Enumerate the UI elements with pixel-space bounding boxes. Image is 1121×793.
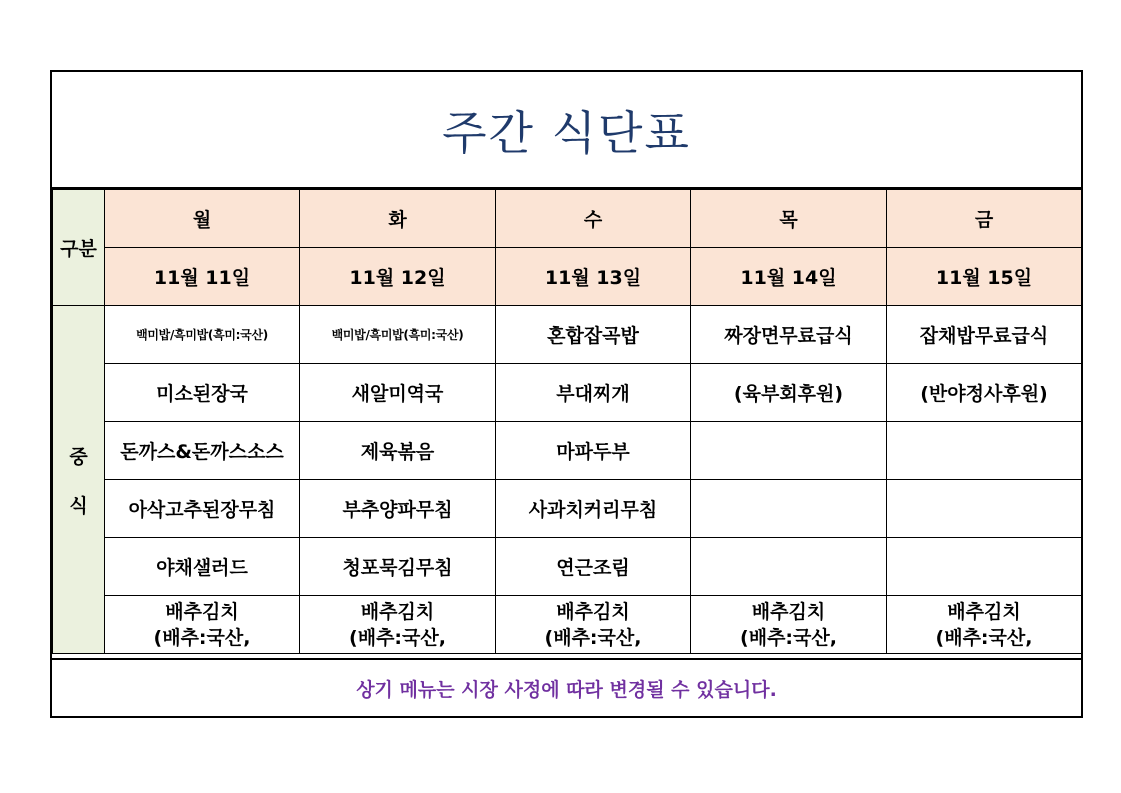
menu-cell: 청포묵김무침 (300, 538, 496, 596)
kimchi-origin: (배추:국산, (349, 626, 446, 649)
kimchi-line: 배추김치 (165, 600, 239, 623)
day-header: 수 (496, 190, 691, 248)
menu-cell: 새알미역국 (300, 364, 496, 422)
menu-cell: 마파두부 (496, 422, 691, 480)
date-header: 11월 13일 (496, 248, 691, 306)
menu-cell (887, 538, 1082, 596)
kimchi-cell (691, 596, 887, 654)
day-header: 화 (300, 190, 496, 248)
lunch-label-char: 중 (69, 445, 88, 468)
date-header-row (53, 248, 1082, 306)
title-row (52, 72, 1081, 189)
menu-row (53, 480, 1082, 538)
menu-row (53, 306, 1082, 364)
menu-cell (691, 480, 887, 538)
menu-cell (691, 422, 887, 480)
kimchi-cell (887, 596, 1082, 654)
menu-cell: 잡채밥무료급식 (887, 306, 1082, 364)
menu-cell (887, 480, 1082, 538)
category-label-cell (53, 190, 105, 306)
kimchi-origin: (배추:국산, (153, 626, 251, 649)
menu-cell (887, 422, 1082, 480)
menu-cell (691, 538, 887, 596)
day-header-row (53, 190, 1082, 248)
lunch-label-char: 식 (69, 494, 88, 517)
menu-row (53, 538, 1082, 596)
page-title: 주간 식단표 (442, 105, 691, 160)
kimchi-origin: (배추:국산, (740, 626, 837, 649)
date-header: 11월 14일 (691, 248, 887, 306)
footer-note: 상기 메뉴는 시장 사정에 따라 변경될 수 있습니다. (356, 678, 777, 701)
menu-cell: (반야정사후원) (887, 364, 1082, 422)
kimchi-row (53, 596, 1082, 654)
kimchi-cell (105, 596, 300, 654)
menu-cell: 백미밥/흑미밥(흑미:국산) (105, 306, 300, 364)
menu-cell: 부추양파무침 (300, 480, 496, 538)
menu-row (53, 422, 1082, 480)
menu-cell: (육부회후원) (691, 364, 887, 422)
menu-cell: 부대찌개 (496, 364, 691, 422)
kimchi-cell (300, 596, 496, 654)
menu-cell: 혼합잡곡밥 (496, 306, 691, 364)
date-header: 11월 12일 (300, 248, 496, 306)
lunch-label-cell (53, 306, 105, 654)
menu-table (52, 189, 1082, 654)
menu-cell: 미소된장국 (105, 364, 300, 422)
menu-cell: 제육볶음 (300, 422, 496, 480)
kimchi-line: 배추김치 (360, 600, 435, 623)
kimchi-origin: (배추:국산, (544, 626, 642, 649)
kimchi-origin: (배추:국산, (935, 626, 1033, 649)
menu-cell: 사과치커리무침 (496, 480, 691, 538)
menu-cell: 짜장면무료급식 (691, 306, 887, 364)
kimchi-line: 배추김치 (751, 600, 826, 623)
menu-cell: 백미밥/흑미밥(흑미:국산) (300, 306, 496, 364)
footer-row (52, 658, 1081, 716)
menu-cell: 돈까스&돈까스소스 (105, 422, 300, 480)
menu-cell: 야채샐러드 (105, 538, 300, 596)
kimchi-line: 배추김치 (556, 600, 630, 623)
day-header: 금 (887, 190, 1082, 248)
kimchi-line: 배추김치 (947, 600, 1021, 623)
menu-sheet (50, 70, 1083, 718)
menu-cell: 연근조림 (496, 538, 691, 596)
category-label: 구분 (60, 238, 97, 260)
date-header: 11월 15일 (887, 248, 1082, 306)
date-header: 11월 11일 (105, 248, 300, 306)
kimchi-cell (496, 596, 691, 654)
menu-row (53, 364, 1082, 422)
day-header: 목 (691, 190, 887, 248)
menu-cell: 아삭고추된장무침 (105, 480, 300, 538)
day-header: 월 (105, 190, 300, 248)
